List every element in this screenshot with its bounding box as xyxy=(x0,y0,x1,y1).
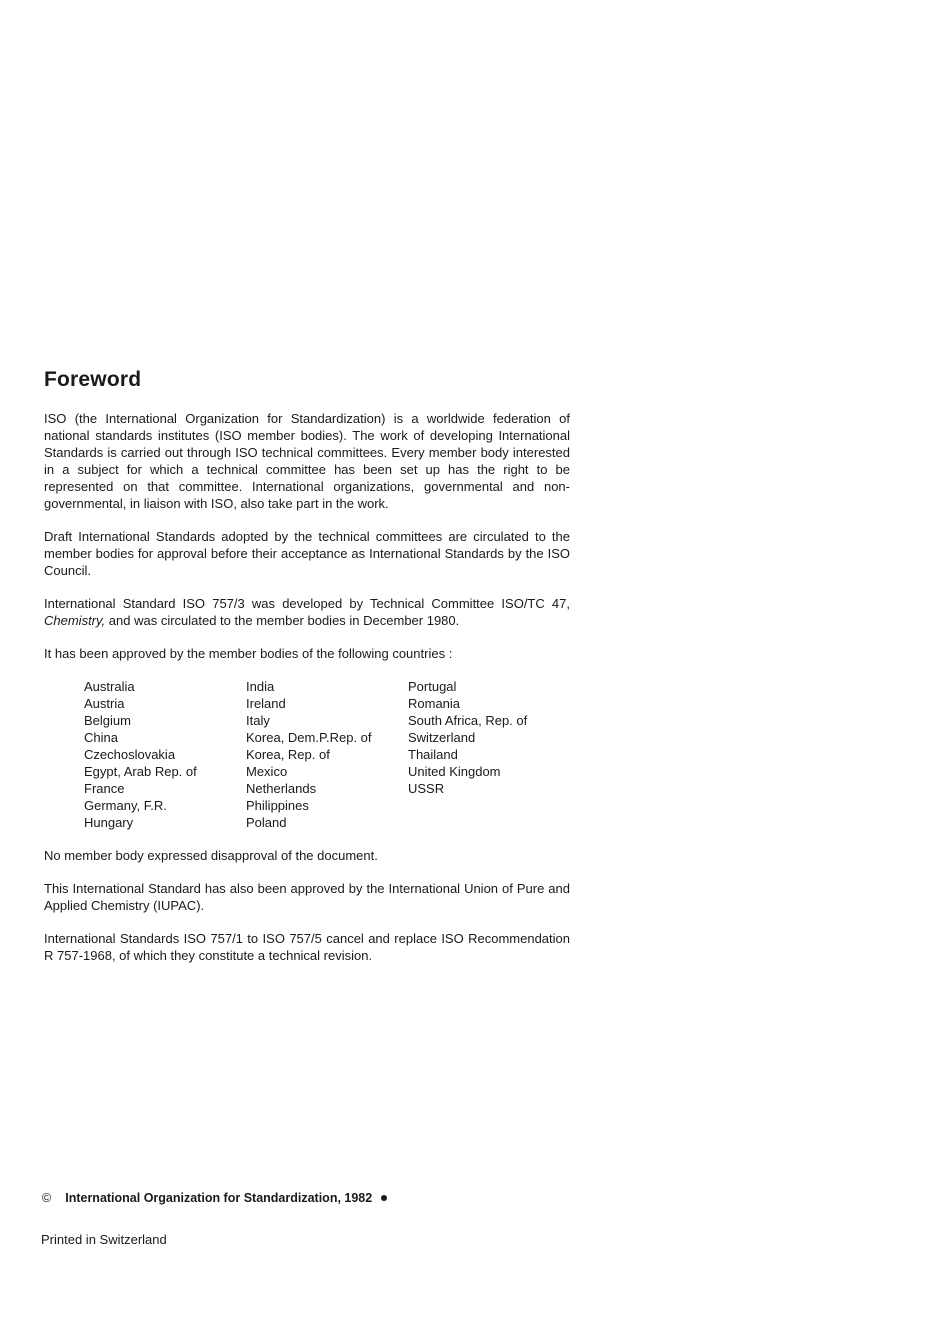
country-item: Italy xyxy=(246,713,270,728)
country-item: Germany, F.R. xyxy=(84,798,167,813)
country-item: Philippines xyxy=(246,798,309,813)
country-item: USSR xyxy=(408,781,445,796)
paragraph-draft-standards: Draft International Standards adopted by the technical committees are circulated to the member bodies for approval before their acceptance as International Standards by the ISO Council. xyxy=(44,529,570,578)
country-item: Austria xyxy=(84,696,125,711)
country-item: Portugal xyxy=(408,679,457,694)
country-item: Poland xyxy=(246,815,287,830)
page-title: Foreword xyxy=(44,368,142,391)
country-item: Australia xyxy=(84,679,135,694)
printed-location: Printed in Switzerland xyxy=(41,1232,167,1247)
committee-name: Chemistry, xyxy=(44,613,106,628)
paragraph-no-disapproval: No member body expressed disapproval of the document. xyxy=(44,848,378,863)
country-item: South Africa, Rep. of xyxy=(408,713,528,728)
country-item: Czechoslovakia xyxy=(84,747,176,762)
country-item: Hungary xyxy=(84,815,134,830)
country-column-1 xyxy=(84,678,246,831)
country-item: Belgium xyxy=(84,713,131,728)
copyright-text: International Organization for Standardization, 1982 xyxy=(65,1191,373,1205)
country-item: France xyxy=(84,781,125,796)
country-column-3 xyxy=(408,678,570,831)
country-item: Thailand xyxy=(408,747,458,762)
country-item: United Kingdom xyxy=(408,764,501,779)
paragraph-cancel-replace: International Standards ISO 757/1 to ISO 757/5 cancel and replace ISO Recommendation R 757-1968, of which they constitute a technical revision. xyxy=(44,931,570,963)
country-item: Mexico xyxy=(246,764,288,779)
country-item: Korea, Rep. of xyxy=(246,747,330,762)
paragraph-approval-intro: It has been approved by the member bodies of the following countries : xyxy=(44,646,453,661)
country-item: Switzerland xyxy=(408,730,476,745)
country-item: Ireland xyxy=(246,696,286,711)
paragraph-iso-intro: ISO (the International Organization for Standardization) is a worldwide federation of national standards institutes (ISO member bodies). The work of developing International Standards is carried out through ISO technical committees. Every member body interested in a subject for which a technical committee has been set up has the right to be represented on that committee. International organizations, governmental and non-governmental, in liaison with ISO, also take part in the work. xyxy=(44,411,570,511)
country-item: China xyxy=(84,730,118,745)
country-item: Egypt, Arab Rep. of xyxy=(84,764,197,779)
country-column-2 xyxy=(246,678,408,831)
country-item: Netherlands xyxy=(246,781,317,796)
paragraph-development xyxy=(44,595,570,629)
bullet-dot-icon xyxy=(381,1195,387,1201)
country-item: Korea, Dem.P.Rep. of xyxy=(246,730,372,745)
development-text-suffix: and was circulated to the member bodies in December 1980. xyxy=(108,613,460,628)
paragraph-iupac: This International Standard has also been approved by the International Union of Pure and Applied Chemistry (IUPAC). xyxy=(44,881,570,913)
development-text-prefix: International Standard ISO 757/3 was developed by Technical Committee ISO/TC 47, xyxy=(44,596,570,611)
country-item: Romania xyxy=(408,696,461,711)
copyright-line xyxy=(42,1191,387,1205)
country-item: India xyxy=(246,679,275,694)
copyright-symbol: © xyxy=(42,1191,52,1205)
country-list xyxy=(84,678,570,831)
foreword-body xyxy=(44,410,570,980)
